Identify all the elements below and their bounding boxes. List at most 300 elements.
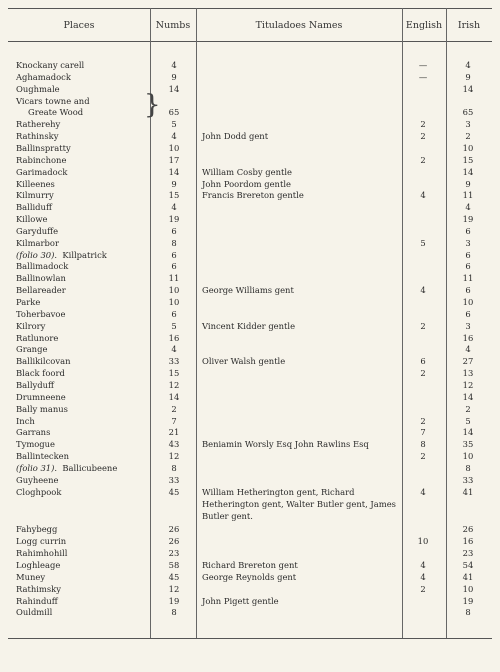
irish-cell: 15 — [462, 154, 474, 165]
place-cell — [16, 583, 152, 595]
irish-cell: 6 — [465, 285, 471, 296]
names-cell — [202, 106, 398, 118]
header-numbs: Numbs — [155, 20, 191, 31]
irish-cell: 16 — [462, 332, 474, 343]
table-row — [0, 296, 500, 308]
numbs-cell: 4 — [171, 202, 177, 213]
irish-cell: 27 — [462, 356, 474, 367]
table-row — [0, 95, 500, 107]
irish-cell: 6 — [465, 249, 471, 260]
numbs-cell: 14 — [168, 83, 180, 94]
names-cell — [202, 415, 398, 427]
place-name: Inch — [16, 415, 35, 426]
place-cell — [16, 450, 152, 462]
table-row — [0, 355, 500, 367]
numbs-cell: 5 — [171, 320, 177, 331]
place-name: Grange — [16, 344, 48, 355]
numbs-cell: 45 — [168, 486, 180, 497]
names-cell — [202, 523, 398, 535]
table-row — [0, 225, 500, 237]
header-english: English — [405, 20, 443, 31]
english-cell — [403, 403, 443, 415]
table-row — [0, 189, 500, 201]
irish-cell: 12 — [462, 379, 474, 390]
english-cell: 4 — [420, 285, 426, 296]
place-name: Rathimsky — [16, 583, 61, 594]
names-cell — [202, 71, 398, 83]
header-irish: Irish — [457, 20, 481, 31]
place-name: Rathinsky — [16, 131, 59, 142]
english-cell — [403, 142, 443, 154]
place-cell — [16, 201, 152, 213]
numbs-cell: 10 — [168, 142, 180, 153]
english-cell: 4 — [420, 190, 426, 201]
english-cell — [403, 272, 443, 284]
numbs-cell: 14 — [168, 391, 180, 402]
english-cell — [403, 95, 443, 107]
place-name: Kilmarbor — [16, 237, 59, 248]
english-cell: 10 — [417, 536, 429, 547]
english-cell — [403, 260, 443, 272]
irish-cell: 8 — [465, 462, 471, 473]
irish-cell: 11 — [462, 273, 474, 284]
irish-cell: 3 — [465, 320, 471, 331]
folio-note: (folio 30). — [16, 249, 58, 260]
irish-cell — [450, 95, 486, 107]
irish-cell: 5 — [465, 415, 471, 426]
names-cell — [202, 296, 398, 308]
place-cell — [16, 71, 152, 83]
numbs-cell: 21 — [168, 427, 180, 438]
place-cell — [16, 415, 152, 427]
irish-cell: 9 — [465, 178, 471, 189]
place-name: Garimadock — [16, 166, 68, 177]
place-name: Killeenes — [16, 178, 55, 189]
place-name: Toherbavoe — [16, 308, 66, 319]
place-name: Ballikilcovan — [16, 356, 71, 367]
names-cell — [202, 260, 398, 272]
table-row — [0, 71, 500, 83]
place-cell — [16, 606, 152, 618]
place-name: Bally manus — [16, 403, 68, 414]
header-places: Places — [63, 20, 95, 31]
irish-cell: 6 — [465, 308, 471, 319]
place-cell — [16, 355, 152, 367]
names-cell — [202, 535, 398, 547]
place-cell — [16, 178, 152, 190]
place-name: Kilmurry — [16, 190, 54, 201]
irish-cell: 2 — [465, 131, 471, 142]
place-cell — [16, 462, 152, 474]
place-cell — [16, 595, 152, 607]
place-cell — [16, 547, 152, 559]
table-row — [0, 308, 500, 320]
table-row — [0, 583, 500, 595]
english-cell — [403, 332, 443, 344]
place-cell — [16, 166, 152, 178]
table-row — [0, 166, 500, 178]
english-cell — [403, 343, 443, 355]
names-cell: George Williams gent — [202, 285, 294, 296]
english-cell — [403, 106, 443, 118]
table-row — [0, 320, 500, 332]
place-name: Greate Wood — [28, 107, 84, 118]
english-cell — [403, 595, 443, 607]
irish-cell: 10 — [462, 297, 474, 307]
place-name: Ballinspratty — [16, 142, 71, 153]
numbs-cell: 19 — [168, 595, 180, 606]
english-cell: 2 — [420, 415, 426, 426]
irish-cell: 2 — [465, 403, 471, 414]
english-cell — [403, 308, 443, 320]
english-cell: 5 — [420, 237, 426, 248]
place-name: Killowe — [16, 214, 48, 225]
irish-cell: 13 — [462, 368, 474, 379]
place-name: Drumneene — [16, 391, 66, 402]
place-name: Loghleage — [16, 560, 61, 570]
irish-cell: 10 — [462, 583, 474, 594]
irish-cell: 19 — [462, 595, 474, 606]
names-cell — [202, 606, 398, 618]
names-cell: Oliver Walsh gentle — [202, 356, 286, 367]
table-row — [0, 403, 500, 415]
english-cell — [403, 474, 443, 486]
place-cell — [16, 154, 152, 166]
names-cell: John Dodd gent — [202, 131, 269, 142]
place-cell — [16, 59, 152, 71]
numbs-cell: 15 — [168, 368, 180, 379]
place-cell — [16, 95, 152, 107]
place-name: Guyheene — [16, 474, 59, 485]
english-cell: 2 — [420, 451, 426, 462]
place-cell — [16, 130, 152, 142]
place-cell — [16, 296, 152, 308]
place-cell — [16, 225, 152, 237]
place-name: Ballinowlan — [16, 273, 66, 284]
names-cell — [202, 426, 398, 438]
names-cell — [202, 83, 398, 95]
place-name: Parke — [16, 297, 41, 307]
place-cell — [16, 474, 152, 486]
table-row — [0, 249, 500, 261]
english-cell: 2 — [420, 131, 426, 142]
irish-cell: 3 — [465, 237, 471, 248]
english-cell: 2 — [420, 119, 426, 130]
place-name: Balliduff — [16, 202, 52, 213]
table-row — [0, 415, 500, 427]
names-cell — [202, 249, 398, 261]
table-row — [0, 474, 500, 486]
place-name: Muney — [16, 571, 46, 582]
names-cell: George Reynolds gent — [202, 571, 297, 582]
table-row — [0, 142, 500, 154]
table-row — [0, 571, 500, 583]
numbs-cell: 11 — [168, 273, 180, 284]
place-cell — [16, 571, 152, 583]
english-cell: 2 — [420, 154, 426, 165]
place-cell — [16, 284, 152, 296]
irish-cell: 14 — [462, 427, 474, 438]
table-row — [0, 426, 500, 438]
place-cell — [16, 486, 152, 498]
numbs-cell: 4 — [171, 60, 177, 70]
place-cell — [16, 523, 152, 535]
names-cell — [202, 154, 398, 166]
place-name: Tymogue — [16, 439, 56, 450]
table-row — [0, 595, 500, 607]
english-cell: — — [418, 71, 428, 82]
english-cell: 4 — [420, 560, 426, 570]
irish-cell: 41 — [462, 571, 474, 582]
place-cell — [16, 189, 152, 201]
place-name: Ballicubeene — [62, 462, 118, 473]
place-name: Rabinchone — [16, 154, 67, 165]
irish-cell: 26 — [462, 524, 474, 535]
place-cell — [16, 559, 152, 571]
english-cell: — — [418, 60, 428, 70]
irish-cell: 65 — [462, 107, 474, 118]
place-name: Garrans — [16, 427, 51, 438]
irish-cell: 6 — [465, 225, 471, 236]
english-cell — [403, 166, 443, 178]
names-cell — [202, 450, 398, 462]
irish-cell: 35 — [462, 439, 474, 450]
numbs-cell: 8 — [171, 607, 177, 618]
place-name: Cloghpook — [16, 486, 62, 497]
irish-cell: 6 — [465, 261, 471, 272]
numbs-cell: 26 — [168, 524, 180, 535]
irish-cell: 4 — [465, 344, 471, 355]
irish-cell: 11 — [462, 190, 474, 201]
table-row — [0, 284, 500, 296]
place-cell — [16, 106, 152, 118]
place-name: Oughmale — [16, 83, 60, 94]
names-cell — [202, 95, 398, 107]
place-cell — [16, 535, 152, 547]
english-cell — [403, 606, 443, 618]
numbs-cell: 10 — [168, 297, 180, 307]
place-cell — [16, 237, 152, 249]
table-row — [0, 343, 500, 355]
numbs-cell: 58 — [168, 560, 180, 570]
english-cell — [403, 523, 443, 535]
names-cell: John Poordom gentle — [202, 178, 291, 189]
irish-cell: 19 — [462, 214, 474, 225]
place-cell — [16, 332, 152, 344]
english-cell — [403, 462, 443, 474]
names-cell — [202, 343, 398, 355]
names-cell — [202, 462, 398, 474]
names-cell — [202, 225, 398, 237]
table-row — [0, 438, 500, 450]
irish-cell: 23 — [462, 548, 474, 559]
names-cell — [202, 332, 398, 344]
english-cell: 2 — [420, 320, 426, 331]
place-name: Black foord — [16, 368, 65, 379]
numbs-cell: 6 — [171, 308, 177, 319]
place-name: Logg currin — [16, 536, 67, 547]
irish-cell: 8 — [465, 607, 471, 618]
english-cell: 2 — [420, 368, 426, 379]
numbs-cell: 17 — [168, 154, 180, 165]
header-names: Tituladoes Names — [255, 20, 343, 31]
numbs-cell: 6 — [171, 249, 177, 260]
numbs-cell: 4 — [171, 344, 177, 355]
place-cell — [16, 260, 152, 272]
table-row — [0, 178, 500, 190]
names-cell — [202, 213, 398, 225]
english-cell — [403, 391, 443, 403]
numbs-cell: 33 — [168, 474, 180, 485]
numbs-cell: 6 — [171, 261, 177, 272]
numbs-cell: 10 — [168, 285, 180, 296]
english-cell: 2 — [420, 583, 426, 594]
names-cell — [202, 583, 398, 595]
names-cell — [202, 379, 398, 391]
place-cell — [16, 249, 152, 261]
irish-cell: 9 — [465, 71, 471, 82]
place-cell — [16, 142, 152, 154]
english-cell — [403, 547, 443, 559]
numbs-cell: 7 — [171, 415, 177, 426]
irish-cell: 3 — [465, 119, 471, 130]
place-name: Rahimhohill — [16, 548, 68, 559]
numbs-cell: 23 — [168, 548, 180, 559]
names-cell: Beniamin Worsly Esq John Rawlins Esq — [202, 439, 369, 450]
table-row — [0, 83, 500, 95]
table-row — [0, 106, 500, 118]
table-row — [0, 154, 500, 166]
english-cell — [403, 83, 443, 95]
place-name: Ouldmill — [16, 607, 53, 618]
english-cell: 4 — [420, 486, 426, 497]
names-cell — [202, 391, 398, 403]
table-row — [0, 379, 500, 391]
numbs-cell: 12 — [168, 379, 180, 390]
place-name: Aghamadock — [16, 71, 71, 82]
place-name: Ballimadock — [16, 261, 69, 272]
names-cell — [202, 474, 398, 486]
english-cell — [403, 213, 443, 225]
numbs-cell: 5 — [171, 119, 177, 130]
numbs-cell: 9 — [171, 71, 177, 82]
place-cell — [16, 379, 152, 391]
english-cell: 4 — [420, 571, 426, 582]
place-name: Ballyduff — [16, 379, 54, 390]
place-name: Vicars towne and — [16, 95, 90, 106]
english-cell: 8 — [420, 439, 426, 450]
place-name: Killpatrick — [62, 249, 107, 260]
table-row — [0, 213, 500, 225]
place-cell — [16, 118, 152, 130]
place-name: Garyduffe — [16, 225, 59, 236]
numbs-cell: 16 — [168, 332, 180, 343]
numbs-cell: 14 — [168, 166, 180, 177]
irish-cell: 33 — [462, 474, 474, 485]
names-cell — [202, 118, 398, 130]
table-row — [0, 332, 500, 344]
numbs-cell: 4 — [171, 131, 177, 142]
irish-cell: 41 — [462, 486, 474, 497]
names-cell: John Pigett gentle — [202, 595, 279, 606]
numbs-cell: 12 — [168, 583, 180, 594]
names-cell — [202, 59, 398, 71]
english-cell — [403, 225, 443, 237]
table-row — [0, 559, 500, 571]
place-cell — [16, 320, 152, 332]
place-cell — [16, 438, 152, 450]
place-name: Ratherehy — [16, 119, 61, 130]
place-name: Fahybegg — [16, 524, 58, 535]
place-cell — [16, 403, 152, 415]
table-row — [0, 606, 500, 618]
place-cell — [16, 343, 152, 355]
numbs-cell: 19 — [168, 214, 180, 225]
irish-cell: 10 — [462, 142, 474, 153]
numbs-cell: 45 — [168, 571, 180, 582]
place-cell — [16, 272, 152, 284]
table-row — [0, 523, 500, 535]
table-row — [0, 130, 500, 142]
names-cell: Francis Brereton gentle — [202, 190, 304, 201]
table-row — [0, 391, 500, 403]
table-row — [0, 118, 500, 130]
table-row — [0, 260, 500, 272]
place-name: Rahinduff — [16, 595, 58, 606]
irish-cell: 14 — [462, 391, 474, 402]
place-cell — [16, 308, 152, 320]
irish-cell: 4 — [465, 202, 471, 213]
numbs-cell: 6 — [171, 225, 177, 236]
numbs-cell: 8 — [171, 462, 177, 473]
folio-note: (folio 31). — [16, 462, 58, 473]
table-row — [0, 547, 500, 559]
irish-cell: 16 — [462, 536, 474, 547]
table-row — [0, 450, 500, 462]
place-cell — [16, 213, 152, 225]
table-row — [0, 59, 500, 71]
names-cell: William Cosby gentle — [202, 166, 292, 177]
names-cell — [202, 142, 398, 154]
table-row — [0, 367, 500, 379]
numbs-cell: 33 — [168, 356, 180, 367]
place-name: Kilrory — [16, 320, 46, 331]
place-cell — [16, 83, 152, 95]
english-cell — [403, 201, 443, 213]
place-name: Ratlunore — [16, 332, 59, 343]
names-cell — [202, 367, 398, 379]
numbs-cell: 26 — [168, 536, 180, 547]
english-cell — [403, 296, 443, 308]
table-row — [0, 462, 500, 474]
table-row — [0, 201, 500, 213]
place-name: Bellareader — [16, 285, 66, 296]
table-row — [0, 535, 500, 547]
irish-cell: 14 — [462, 83, 474, 94]
place-cell — [16, 426, 152, 438]
place-name: Knockany carell — [16, 60, 85, 70]
numbs-cell: 8 — [171, 237, 177, 248]
numbs-cell — [156, 95, 192, 107]
irish-cell: 14 — [462, 166, 474, 177]
numbs-cell: 2 — [171, 403, 177, 414]
numbs-cell: 12 — [168, 451, 180, 462]
table-row — [0, 272, 500, 284]
irish-cell: 4 — [465, 60, 471, 70]
names-cell — [202, 272, 398, 284]
names-cell — [202, 547, 398, 559]
english-cell — [403, 379, 443, 391]
